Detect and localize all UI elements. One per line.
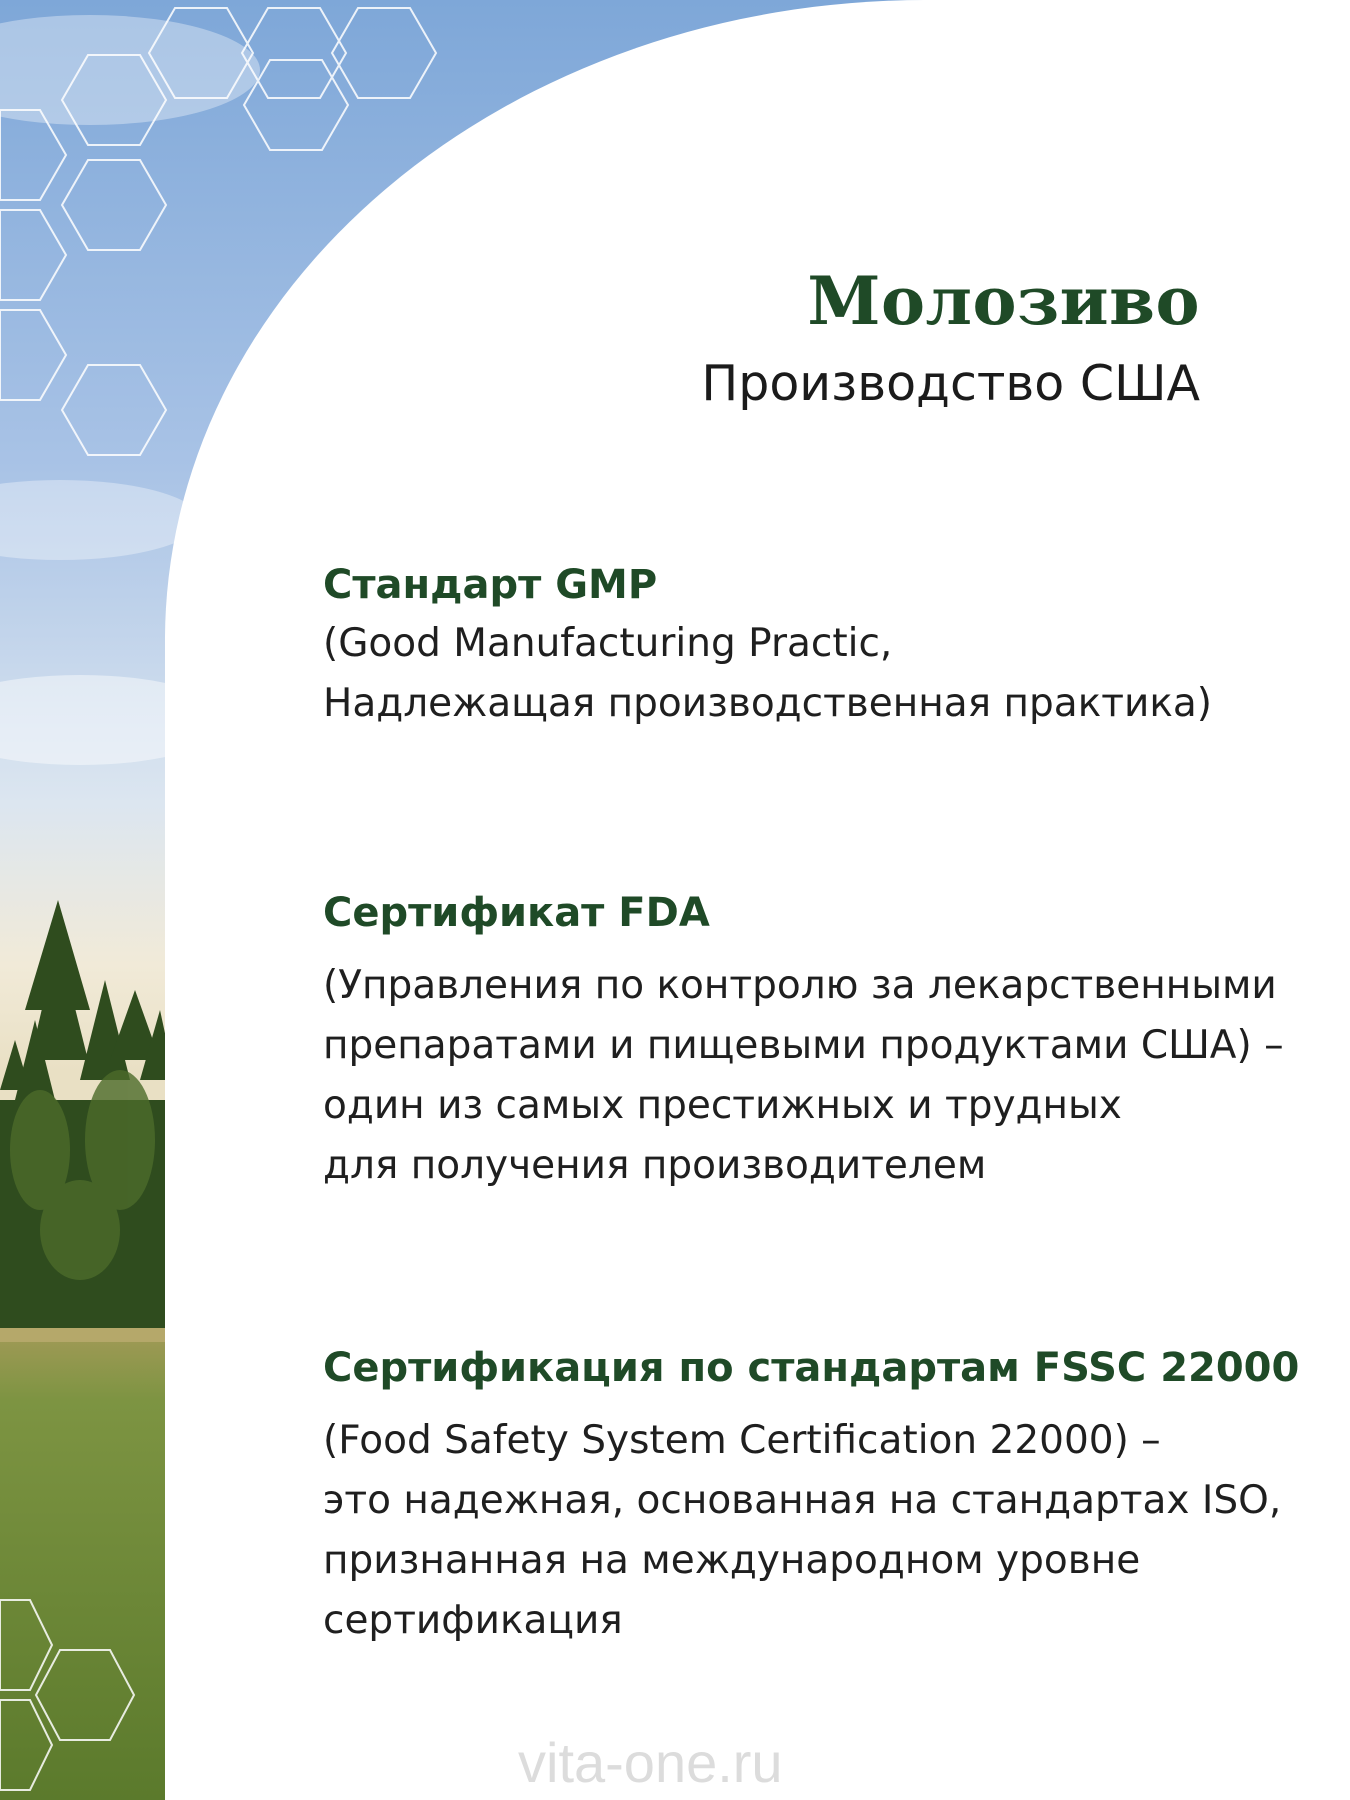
section-text-line: (Good Manufacturing Practic, [323,621,893,666]
section-text-line: признанная на международном уровне [323,1538,1141,1583]
product-title: Молозиво [807,262,1200,340]
watermark: vita-one.ru [518,1731,783,1794]
section-text-line: препаратами и пищевыми продуктами США) – [323,1023,1284,1068]
section-heading: Стандарт GMP [323,562,658,608]
section-text-line: (Food Safety System Certification 22000) – [323,1418,1161,1463]
section-heading: Сертификация по стандартам FSSC 22000 [323,1345,1300,1391]
section-text-line: (Управления по контролю за лекарственными [323,963,1277,1008]
section-text-line: для получения производителем [323,1143,987,1188]
field-horizon [0,1328,170,1342]
section-fssc [323,1345,1323,1651]
section-gmp [323,562,1323,734]
section-text-line: это надежная, основанная на стандартах ISO, [323,1478,1282,1523]
section-text-line: Надлежащая производственная практика) [323,681,1212,726]
section-text-line: один из самых престижных и трудных [323,1083,1122,1128]
section-text-line: сертификация [323,1598,623,1643]
section-heading: Сертификат FDA [323,890,710,936]
product-subtitle: Производство США [701,355,1200,412]
section-fda [323,890,1323,1196]
